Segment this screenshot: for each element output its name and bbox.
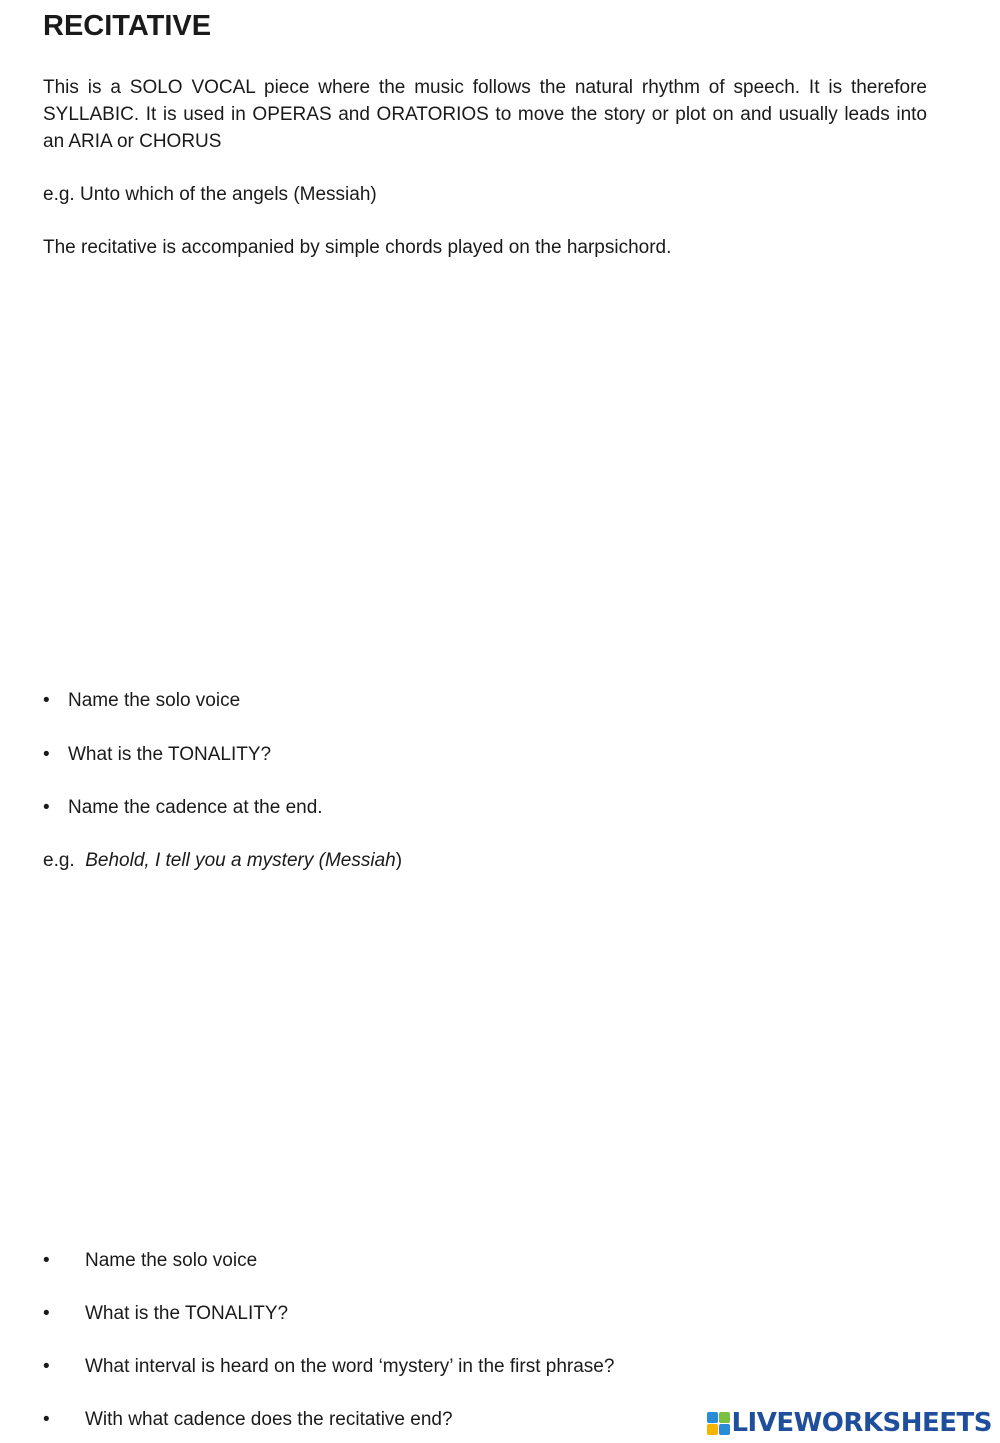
logo-text: LIVEWORKSHEETS [731,1408,992,1438]
bullet-icon: • [43,1409,50,1430]
intro-paragraph: This is a SOLO VOCAL piece where the music follows the natural rhythm of speech. It is therefore SYLLABIC. It is used in OPERAS and ORATORIOS to move the story or plot on and usually leads into an ARIA or CHORUS [43,77,927,152]
bullet-icon: • [43,1250,50,1271]
question-text: What is the TONALITY? [85,1303,289,1324]
question-text: With what cadence does the recitative end? [85,1409,453,1430]
question-text: What interval is heard on the word ‘mystery’ in the first phrase? [85,1356,615,1377]
question-text: What is the TONALITY? [68,744,272,765]
example-2-prefix: e.g. [43,850,86,871]
logo-square [707,1424,718,1435]
question-text: Name the cadence at the end. [68,797,323,818]
logo-square [719,1412,730,1423]
bullet-icon: • [43,690,50,711]
bullet-icon: • [43,744,50,765]
example-1: e.g. Unto which of the angels (Messiah) [43,184,377,205]
example-2-suffix: ) [395,850,403,871]
logo-square [707,1412,718,1423]
logo-mark-icon [707,1412,730,1435]
bullet-icon: • [43,1303,50,1324]
accompaniment-text: The recitative is accompanied by simple chords played on the harpsichord. [43,237,672,258]
question-text: Name the solo voice [85,1250,258,1271]
bullet-icon: • [43,1356,50,1377]
example-2 [43,847,927,874]
logo-square [719,1424,730,1435]
page-title: RECITATIVE [43,10,212,42]
liveworksheets-logo[interactable] [707,1407,992,1439]
bullet-icon: • [43,797,50,818]
example-2-title: Behold, I tell you a mystery (Messiah [85,850,396,871]
question-text: Name the solo voice [68,690,241,711]
